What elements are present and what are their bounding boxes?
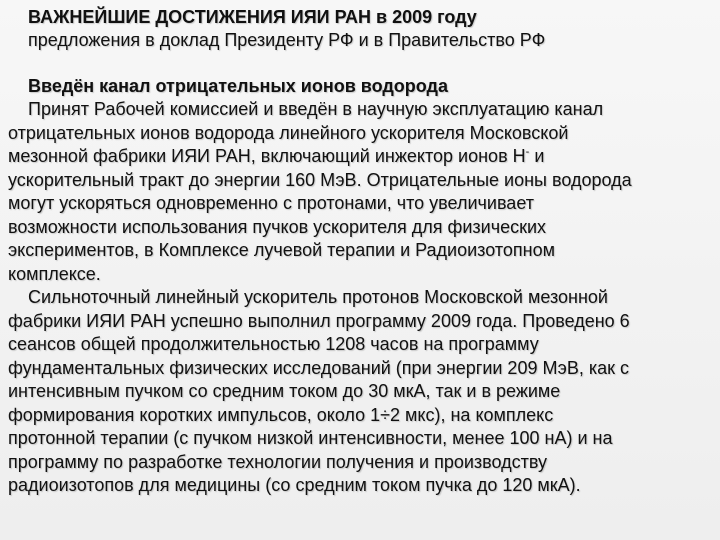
paragraph-2-line: Сильноточный линейный ускоритель протонов Московской мезонной [28, 287, 608, 307]
paragraph-2-line: программу по разработке технологии получения и производству [8, 451, 548, 472]
superscript-minus: - [525, 146, 530, 158]
paragraph-1-line: возможности использования пучков ускорителя для физических [8, 216, 547, 237]
paragraph-1-line: могут ускоряться одновременно с протонами, что увеличивает [8, 193, 534, 213]
paragraph-1-line: комплексе. [8, 263, 101, 284]
paragraph-1-line: отрицательных ионов водорода линейного ускорителя Московской [8, 122, 569, 143]
paragraph-2 [8, 286, 714, 498]
paragraph-2-line: сеансов общей продолжительностью 1208 часов на программу [8, 334, 539, 354]
paragraph-1-line: мезонной фабрики ИЯИ РАН, включающий инжектор ионов Н- и [8, 146, 545, 166]
paragraph-1 [8, 98, 714, 286]
section-heading: Введён канал отрицательных ионов водорода [28, 76, 448, 96]
paragraph-2-line: радиоизотопов для медицины (со средним током пучка до 120 мкА). [8, 475, 581, 495]
paragraph-2-line: протонной терапии (с пучком низкой интенсивности, менее 100 нА) и на [8, 428, 613, 448]
slide-content [8, 6, 714, 498]
page-title: ВАЖНЕЙШИЕ ДОСТИЖЕНИЯ ИЯИ РАН в 2009 году [28, 7, 477, 27]
paragraph-1-line: ускорительный тракт до энергии 160 МэВ. Отрицательные ионы водорода [8, 169, 632, 190]
paragraph-1-line: Принят Рабочей комиссией и введён в научную эксплуатацию канал [28, 99, 604, 119]
paragraph-2-line: фундаментальных физических исследований (при энергии 209 МэВ, как с [8, 357, 630, 378]
page-subtitle: предложения в доклад Президенту РФ и в Правительство РФ [28, 30, 546, 50]
paragraph-2-line: интенсивным пучком со средним током до 30 мкА, так и в режиме [8, 381, 561, 401]
paragraph-1-line: экспериментов, в Комплексе лучевой терапии и Радиоизотопном [8, 240, 555, 260]
paragraph-2-line: фабрики ИЯИ РАН успешно выполнил программу 2009 года. Проведено 6 [8, 310, 630, 331]
paragraph-2-line: формирования коротких импульсов, около 1÷2 мкс), на комплекс [8, 404, 554, 425]
